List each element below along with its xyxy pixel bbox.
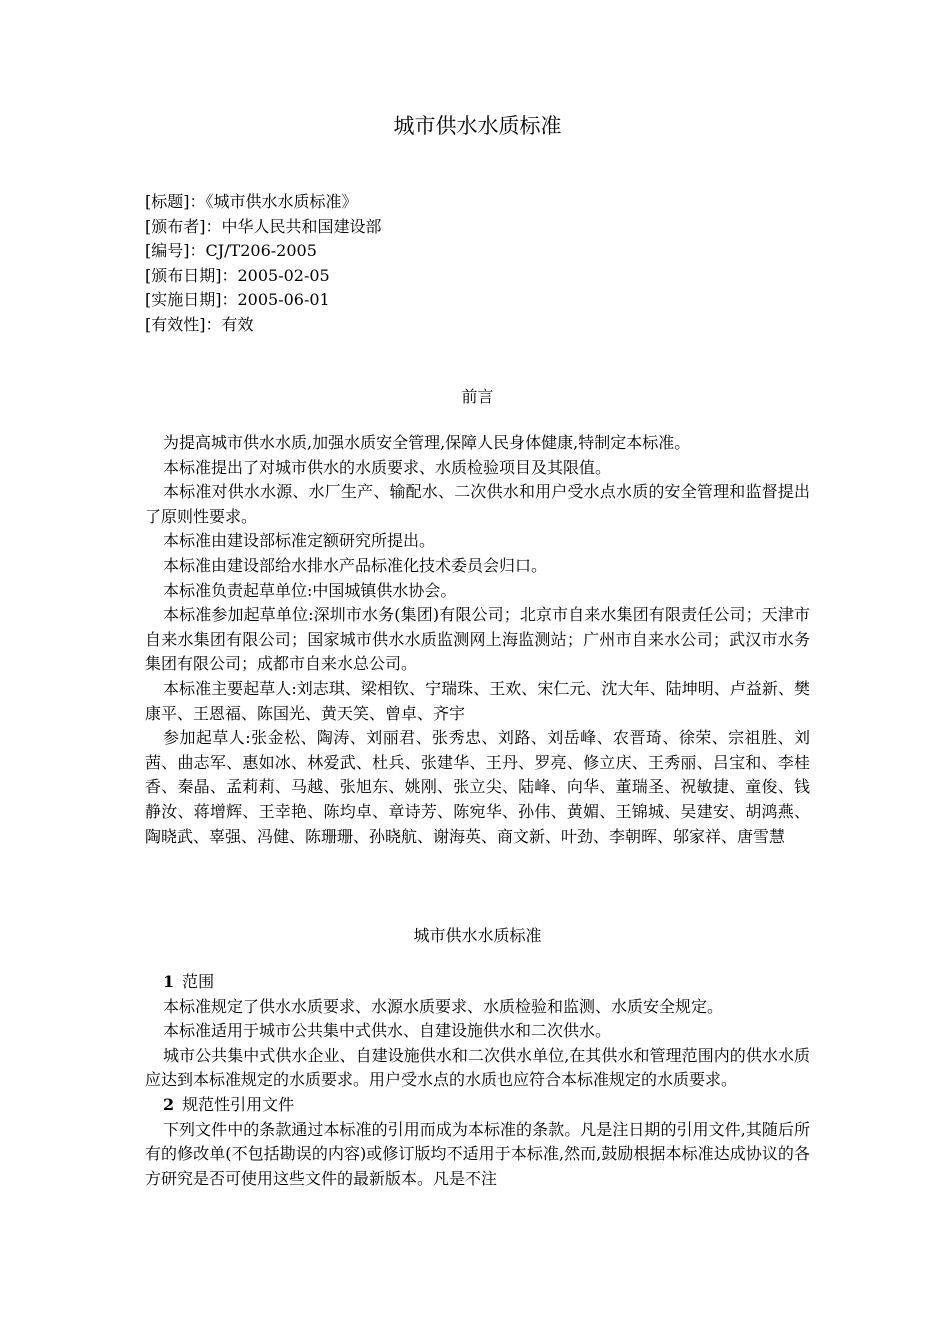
meta-number: [编号]：CJ/T206-2005 [145,241,317,261]
document-title: 城市供水水质标准 [393,114,562,138]
meta-effective-date: [实施日期]：2005-06-01 [145,290,330,310]
meta-validity: [有效性]：有效 [145,314,254,334]
preface-paragraph: 本标准由建设部标准定额研究所提出。 [163,531,436,551]
meta-issuer: [颁布者]：中华人民共和国建设部 [145,216,382,236]
preface-body [145,431,810,849]
preface-paragraph: 本标准由建设部给水排水产品标准化技术委员会归口。 [163,555,548,575]
section-heading [145,1093,810,1118]
standard-body [145,970,810,1191]
preface-paragraph: 为提高城市供水水质,加强水质安全管理,保障人民身体健康,特制定本标准。 [163,433,691,452]
standard-title: 城市供水水质标准 [413,926,542,945]
section-paragraph: 本标准规定了供水水质要求、水源水质要求、水质检验和监测、水质安全规定。 [163,996,724,1016]
section-paragraph: 本标准适用于城市公共集中式供水、自建设施供水和二次供水。 [163,1021,612,1041]
preface-paragraph: 本标准提出了对城市供水的水质要求、水质检验项目及其限值。 [163,457,612,477]
preface-paragraph: 本标准主要起草人:刘志琪、梁相钦、宁瑞珠、王欢、宋仁元、沈大年、陆坤明、卢益新、樊康平、王恩福、陈国光、黄天笑、曾卓、齐宇 [145,678,810,723]
preface-title: 前言 [461,387,494,406]
preface-paragraph: 本标准负责起草单位:中国城镇供水协会。 [163,580,457,600]
meta-issue-date: [颁布日期]：2005-02-05 [145,265,330,285]
meta-title: [标题]：《城市供水水质标准》 [145,192,358,211]
section-paragraph: 城市公共集中式供水企业、自建设施供水和二次供水单位,在其供水和管理范围内的供水水质应达到本标准规定的水质要求。用户受水点的水质也应符合本标准规定的水质要求。 [145,1045,810,1090]
section-heading-text: 范围 [182,972,215,991]
metadata-block [145,190,810,338]
section-heading [145,970,810,995]
preface-paragraph: 参加起草人:张金松、陶涛、刘丽君、张秀忠、刘路、刘岳峰、农晋琦、徐荣、宗祖胜、刘茜、曲志军、惠如冰、林爱武、杜兵、张建华、王丹、罗亮、修立庆、王秀丽、吕宝和、李桂香、秦晶、孟莉莉、马越、张旭东、姚刚、张立尖、陆峰、向华、董瑞圣、祝敏捷、童俊、钱静汝、蒋增辉、王幸艳、陈均卓、章诗芳、陈宛华、孙伟、黄媚、王锦城、吴建安、胡鸿燕、陶晓武、辜强、冯健、陈珊珊、孙晓航、谢海英、商文新、叶劲、李朝晖、邬家祥、唐雪慧 [145,728,810,846]
preface-paragraph: 本标准对供水水源、水厂生产、输配水、二次供水和用户受水点水质的安全管理和监督提出了原则性要求。 [145,482,810,526]
section-number: 2 [163,1094,175,1114]
section-number: 1 [163,972,175,991]
preface-paragraph: 本标准参加起草单位:深圳市水务(集团)有限公司；北京市自来水集团有限责任公司；天津市自来水集团有限公司；国家城市供水水质监测网上海监测站；广州市自来水公司；武汉市水务集团有限公司；成都市自来水总公司。 [145,605,810,674]
section-paragraph: 下列文件中的条款通过本标准的引用而成为本标准的条款。凡是注日期的引用文件,其随后所有的修改单(不包括勘误的内容)或修订版均不适用于本标准,然而,鼓励根据本标准达成协议的各方研究是否可使用这些文件的最新版本。凡是不注 [145,1119,810,1188]
section-heading-text: 规范性引用文件 [182,1094,295,1114]
